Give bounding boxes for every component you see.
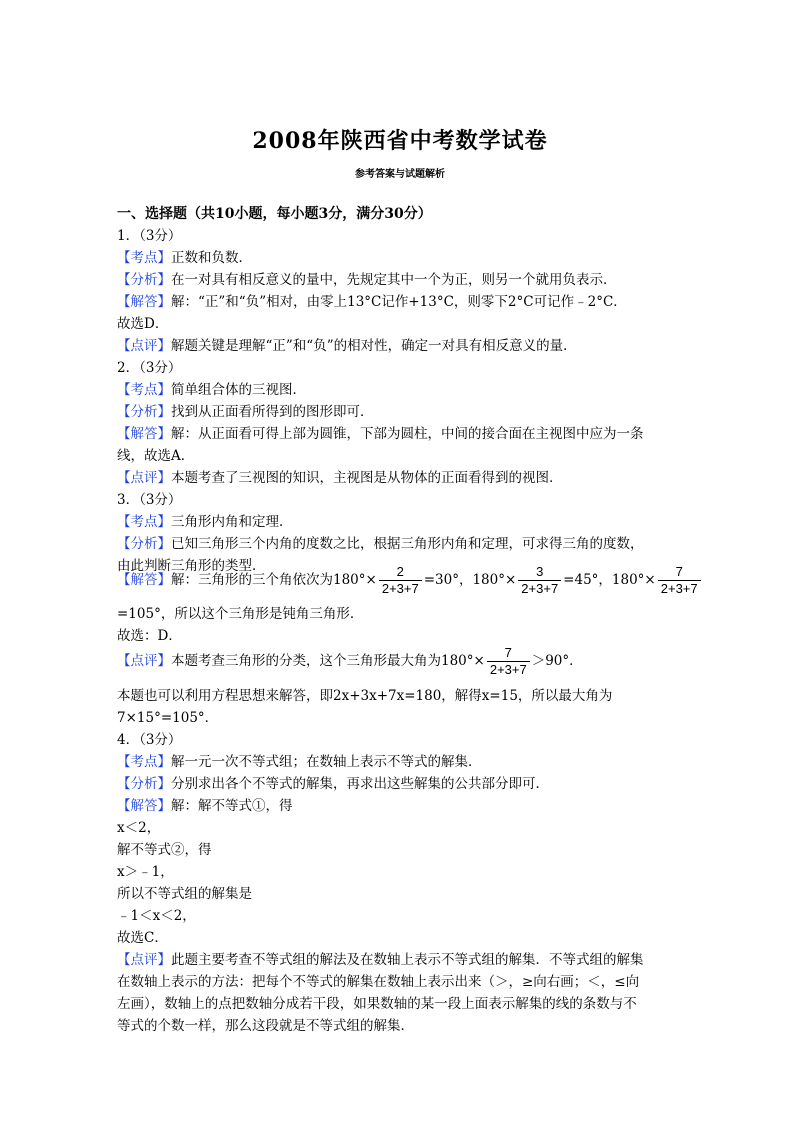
q3-note-cont: 7×15°=105°． <box>117 710 219 726</box>
fenxi-tag: 【分析】 <box>117 272 171 288</box>
fraction-denominator: 2+3+7 <box>487 661 530 678</box>
q1-dianping-text: 解题关键是理解“正”和“负”的相对性，确定一对具有相反意义的量． <box>171 338 577 354</box>
fraction-denominator: 2+3+7 <box>658 580 701 597</box>
jieda-tag: 【解答】 <box>117 572 171 588</box>
q4-number: 4．（3分） <box>117 732 182 748</box>
page-subtitle: 参考答案与试题解析 <box>355 169 445 180</box>
q4-dianping-text: 此题主要考查不等式组的解法及在数轴上表示不等式组的解集．不等式组的解集 <box>171 952 644 968</box>
q3-note: 本题也可以利用方程思想来解答，即2x+3x+7x=180，解得x=15，所以最大角为 <box>117 688 613 704</box>
section-heading: 一、选择题（共10小题，每小题3分，满分30分） <box>117 206 432 222</box>
dianping-tag: 【点评】 <box>117 470 171 486</box>
q1-dianping <box>117 337 577 355</box>
q4-step4: 所以不等式组的解集是 <box>117 886 252 902</box>
q2-dianping-text: 本题考查了三视图的知识，主视图是从物体的正面看得到的视图． <box>171 470 563 486</box>
q2-number: 2．（3分） <box>117 360 182 376</box>
fraction-7-over-12 <box>487 645 530 678</box>
jieda-tag: 【解答】 <box>117 798 171 814</box>
q2-kaodian <box>117 381 306 399</box>
q1-answer: 故选D． <box>117 316 169 332</box>
q3-dianping-prefix: 本题考查三角形的分类，这个三角形最大角为180°× <box>171 653 485 669</box>
fraction-2-over-12 <box>379 564 422 597</box>
fenxi-tag: 【分析】 <box>117 776 171 792</box>
q4-jieda <box>117 797 293 815</box>
q4-step1: x＜2， <box>117 820 161 836</box>
q4-dianping-cont-3: 等式的个数一样，那么这段就是不等式组的解集． <box>117 1018 414 1034</box>
q2-dianping <box>117 469 563 487</box>
q3-fenxi-text: 已知三角形三个内角的度数之比，根据三角形内角和定理，可求得三角的度数， <box>171 536 644 552</box>
jieda-tag: 【解答】 <box>117 426 171 442</box>
fraction-numerator: 7 <box>504 645 512 660</box>
q2-kaodian-text: 简单组合体的三视图． <box>171 382 306 398</box>
q3-fenxi-cont: 由此判断三角形的类型． <box>117 558 266 574</box>
q3-fenxi <box>117 535 644 553</box>
fenxi-tag: 【分析】 <box>117 536 171 552</box>
q4-answer: 故选C． <box>117 930 168 946</box>
fraction-numerator: 3 <box>536 564 544 579</box>
dianping-tag: 【点评】 <box>117 338 171 354</box>
q3-dianping <box>117 644 583 678</box>
q3-eq2: =45°，180°× <box>563 572 656 588</box>
q4-step5: ﹣1＜x＜2， <box>117 908 196 924</box>
q4-fenxi-text: 分别求出各个不等式的解集，再求出这些解集的公共部分即可． <box>171 776 549 792</box>
q3-jieda-cont: =105°，所以这个三角形是钝角三角形． <box>117 606 364 622</box>
q2-fenxi <box>117 403 374 421</box>
q1-kaodian-text: 正数和负数． <box>171 250 252 266</box>
page-title: 2008年陕西省中考数学试卷 <box>252 128 548 154</box>
dianping-tag: 【点评】 <box>117 653 171 669</box>
kaodian-tag: 【考点】 <box>117 514 171 530</box>
q2-jieda-text: 解：从正面看可得上部为圆锥，下部为圆柱，中间的接合面在主视图中应为一条 <box>171 426 644 442</box>
q1-kaodian <box>117 249 252 267</box>
q3-kaodian-text: 三角形内角和定理． <box>171 514 293 530</box>
kaodian-tag: 【考点】 <box>117 250 171 266</box>
q4-kaodian <box>117 753 482 771</box>
jieda-tag: 【解答】 <box>117 294 171 310</box>
fraction-numerator: 7 <box>675 564 683 579</box>
q3-eq1: =30°，180°× <box>423 572 517 588</box>
q3-dianping-suffix: ＞90°． <box>531 653 583 669</box>
kaodian-tag: 【考点】 <box>117 382 171 398</box>
q3-answer: 故选：D． <box>117 628 182 644</box>
q4-dianping-cont-2: 左画），数轴上的点把数轴分成若干段，如果数轴的某一段上面表示解集的线的条数与不 <box>117 996 637 1012</box>
q1-fenxi-text: 在一对具有相反意义的量中，先规定其中一个为正，则另一个就用负表示． <box>171 272 617 288</box>
kaodian-tag: 【考点】 <box>117 754 171 770</box>
q2-jieda-cont: 线，故选A． <box>117 448 195 464</box>
fenxi-tag: 【分析】 <box>117 404 171 420</box>
fraction-7-over-12 <box>658 564 701 597</box>
q1-jieda <box>117 293 627 311</box>
q4-fenxi <box>117 775 549 793</box>
q3-jieda <box>117 563 703 597</box>
q1-fenxi <box>117 271 617 289</box>
fraction-numerator: 2 <box>396 564 404 579</box>
q4-step2: 解不等式②，得 <box>117 842 212 858</box>
q1-jieda-text: 解：“正”和“负”相对，由零上13°C记作+13°C，则零下2°C可记作﹣2°C． <box>171 294 627 310</box>
q4-jieda-text: 解：解不等式①，得 <box>171 798 293 814</box>
fraction-3-over-12 <box>518 564 561 597</box>
q3-jieda-prefix: 解：三角形的三个角依次为180°× <box>171 572 377 588</box>
q3-kaodian <box>117 513 293 531</box>
q1-number: 1．（3分） <box>117 228 182 244</box>
q4-step3: x＞﹣1， <box>117 864 174 880</box>
fraction-denominator: 2+3+7 <box>379 580 422 597</box>
q2-jieda <box>117 425 644 443</box>
q4-dianping <box>117 951 644 969</box>
dianping-tag: 【点评】 <box>117 952 171 968</box>
q2-fenxi-text: 找到从正面看所得到的图形即可． <box>171 404 374 420</box>
fraction-denominator: 2+3+7 <box>518 580 561 597</box>
q4-kaodian-text: 解一元一次不等式组；在数轴上表示不等式的解集． <box>171 754 482 770</box>
q4-dianping-cont-1: 在数轴上表示的方法：把每个不等式的解集在数轴上表示出来（＞，≥向右画；＜，≤向 <box>117 974 640 990</box>
q3-number: 3．（3分） <box>117 492 182 508</box>
